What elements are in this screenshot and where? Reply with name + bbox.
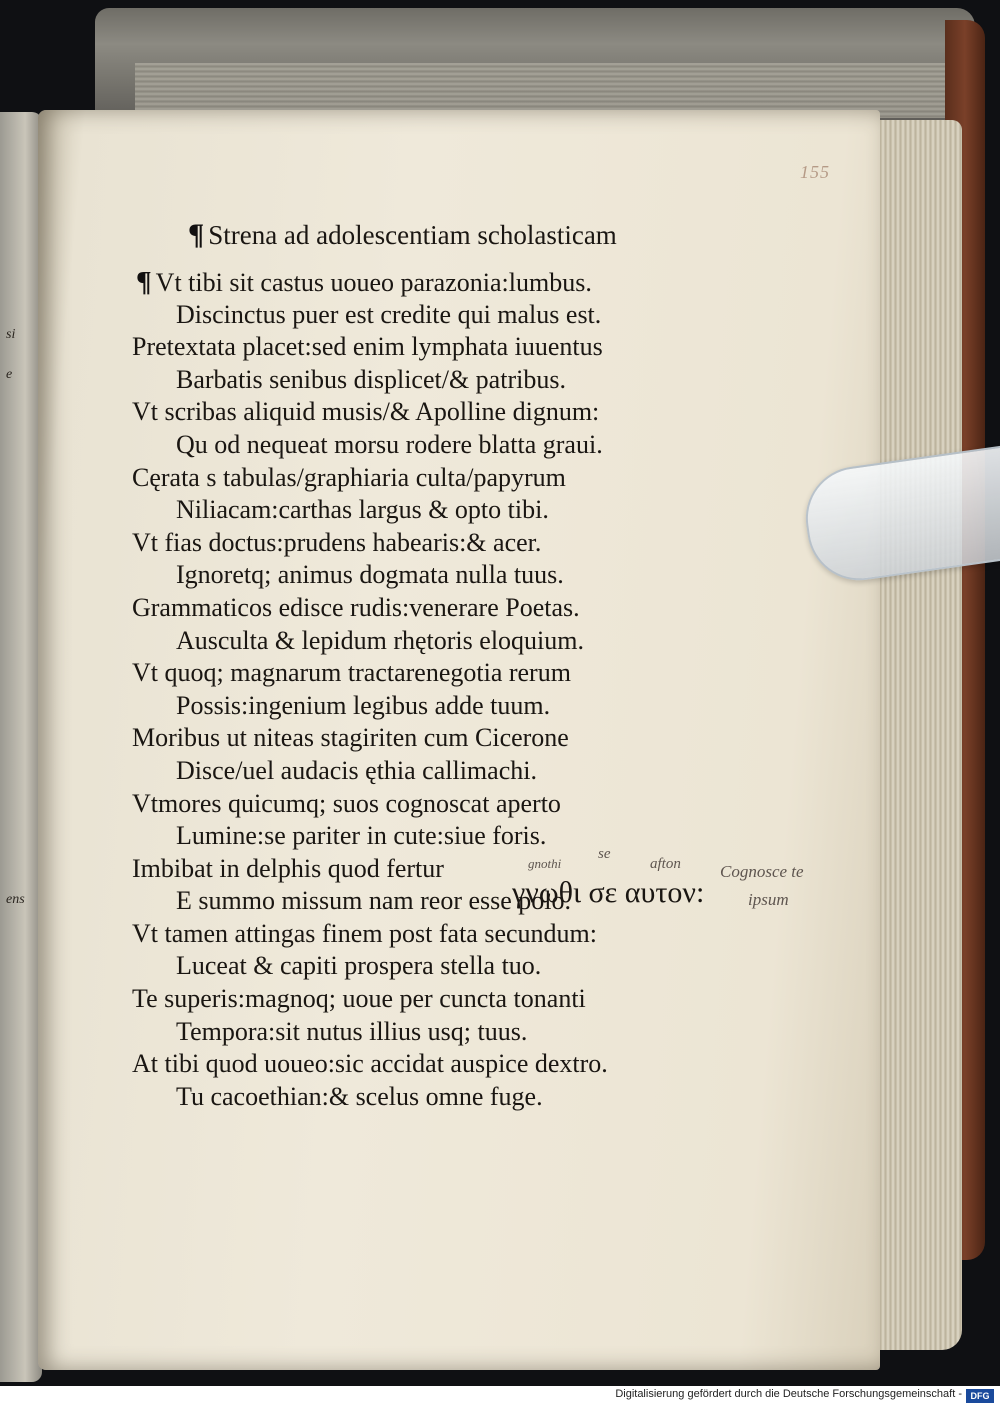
verse-line: Vt scribas aliquid musis/& Apolline dignum:: [132, 397, 600, 427]
verse-block: [132, 266, 852, 1113]
verse-line: Vt fias doctus:prudens habearis:& acer.: [132, 527, 542, 557]
margin-annotation: afton: [650, 856, 681, 872]
verse-line: Ausculta & lepidum rhętoris eloquium.: [176, 625, 584, 655]
margin-fragment: e: [6, 367, 13, 382]
verse-line: E summo missum nam reor esse polo.: [176, 886, 572, 916]
verse-line: Cęrata s tabulas/graphiaria culta/papyrum: [132, 462, 566, 492]
verse-line: Vtmores quicumq; suos cognoscat aperto: [132, 788, 561, 818]
verse-line: [132, 266, 852, 299]
verse-line: Grammaticos edisce rudis:venerare Poetas.: [132, 592, 580, 622]
verse-line: Niliacam:carthas largus & opto tibi.: [176, 495, 549, 525]
heading-text: Strena ad adolescentiam scholasticam: [208, 220, 617, 250]
verse-line: Tu cacoethian:& scelus omne fuge.: [176, 1081, 543, 1111]
verse-line: Tempora:sit nutus illius usq; tuus.: [176, 1016, 528, 1046]
greek-phrase: γνωθι σε αυτον:: [512, 876, 705, 909]
page-heading: [188, 218, 617, 252]
folio-number: 155: [800, 162, 830, 182]
footer-bar: [0, 1386, 1000, 1406]
margin-fragment: si: [6, 327, 16, 342]
verse-line: Luceat & capiti prospera stella tuo.: [176, 951, 542, 981]
verse-line: Vt tamen attingas finem post fata secundum:: [132, 918, 597, 948]
verse-line: Moribus ut niteas stagiriten cum Cicerone: [132, 723, 569, 753]
verse-line: Barbatis senibus displicet/& patribus.: [176, 364, 566, 394]
verse-text: Vt tibi sit castus uoueo parazonia:lumbus.: [155, 268, 592, 297]
dfg-logo[interactable]: DFG: [966, 1389, 994, 1403]
verse-line: Imbibat in delphis quod fertur: [132, 853, 444, 883]
verse-line: Discinctus puer est credite qui malus est.: [176, 299, 602, 329]
margin-annotation: se: [598, 846, 611, 862]
facing-page-edge: [0, 112, 42, 1382]
verse-line: Possis:ingenium legibus adde tuum.: [176, 690, 551, 720]
verse-line: Te superis:magnoq; uoue per cuncta tonanti: [132, 984, 586, 1014]
verse-line: Disce/uel audacis ęthia callimachi.: [176, 755, 537, 785]
verse-line: Lumine:se pariter in cute:siue foris.: [176, 821, 547, 851]
footer-credit: Digitalisierung gefördert durch die Deutsche Forschungsgemeinschaft -: [615, 1388, 962, 1400]
pilcrow-icon: ¶: [136, 266, 152, 298]
verse-line: Ignoretq; animus dogmata nulla tuus.: [176, 560, 564, 590]
margin-annotation: gnothi: [528, 856, 562, 871]
verse-line: Vt quoq; magnarum tractarenegotia rerum: [132, 658, 571, 688]
margin-fragment: ens: [6, 892, 25, 907]
verse-line: At tibi quod uoueo:sic accidat auspice dextro.: [132, 1049, 608, 1079]
fore-edge: [872, 120, 962, 1350]
margin-annotation: Cognosce te: [720, 862, 804, 881]
pilcrow-icon: ¶: [188, 218, 205, 251]
verse-line: Qu od nequeat morsu rodere blatta graui.: [176, 429, 603, 459]
verse-line: Pretextata placet:sed enim lymphata iuuentus: [132, 332, 603, 362]
margin-annotation: ipsum: [748, 890, 789, 909]
